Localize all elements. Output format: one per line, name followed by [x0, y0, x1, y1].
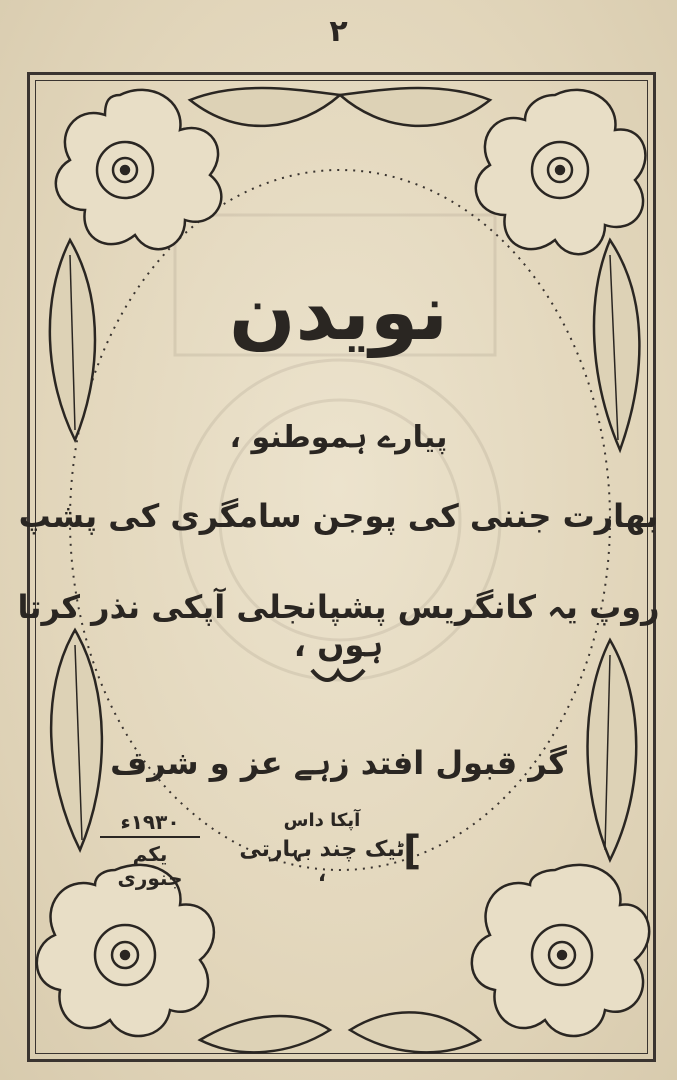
signature-line-1: آپکا داس — [283, 810, 361, 831]
salutation: پیارے ہموطنو ، — [229, 420, 448, 455]
page-number: ۲ — [329, 14, 348, 49]
leaf-bottom-center-right — [350, 1012, 480, 1052]
date-year: ۱۹۳۰ء — [100, 810, 200, 838]
flower-bottom-right — [472, 865, 649, 1036]
leaf-top-center-left — [190, 88, 340, 126]
bracket: [ — [403, 828, 422, 874]
leaf-top-center-right — [340, 88, 490, 126]
flower-bottom-left — [37, 865, 214, 1036]
flower-top-left — [56, 90, 221, 249]
signature-block — [0, 810, 677, 890]
leaf-bottom-center-left — [200, 1016, 330, 1052]
date — [100, 810, 200, 890]
signature-line-2: ٹیک چند بہارتی ، — [239, 837, 405, 887]
flower-top-right — [476, 90, 646, 254]
title: نویدن — [228, 268, 449, 358]
signature — [237, 810, 407, 887]
body-line-1: بھارت جننی کی پوجن سامگری کی پشپ — [18, 497, 659, 535]
body-line-2: روپ یہ کانگریس پشپانجلی آپکی نذر کرتا ہوں ، — [17, 588, 660, 664]
ornamental-divider — [308, 662, 368, 684]
date-day: یکم جنوری — [117, 842, 183, 890]
body-line-3: گر قبول افتد زہے عز و شرف — [110, 744, 567, 782]
